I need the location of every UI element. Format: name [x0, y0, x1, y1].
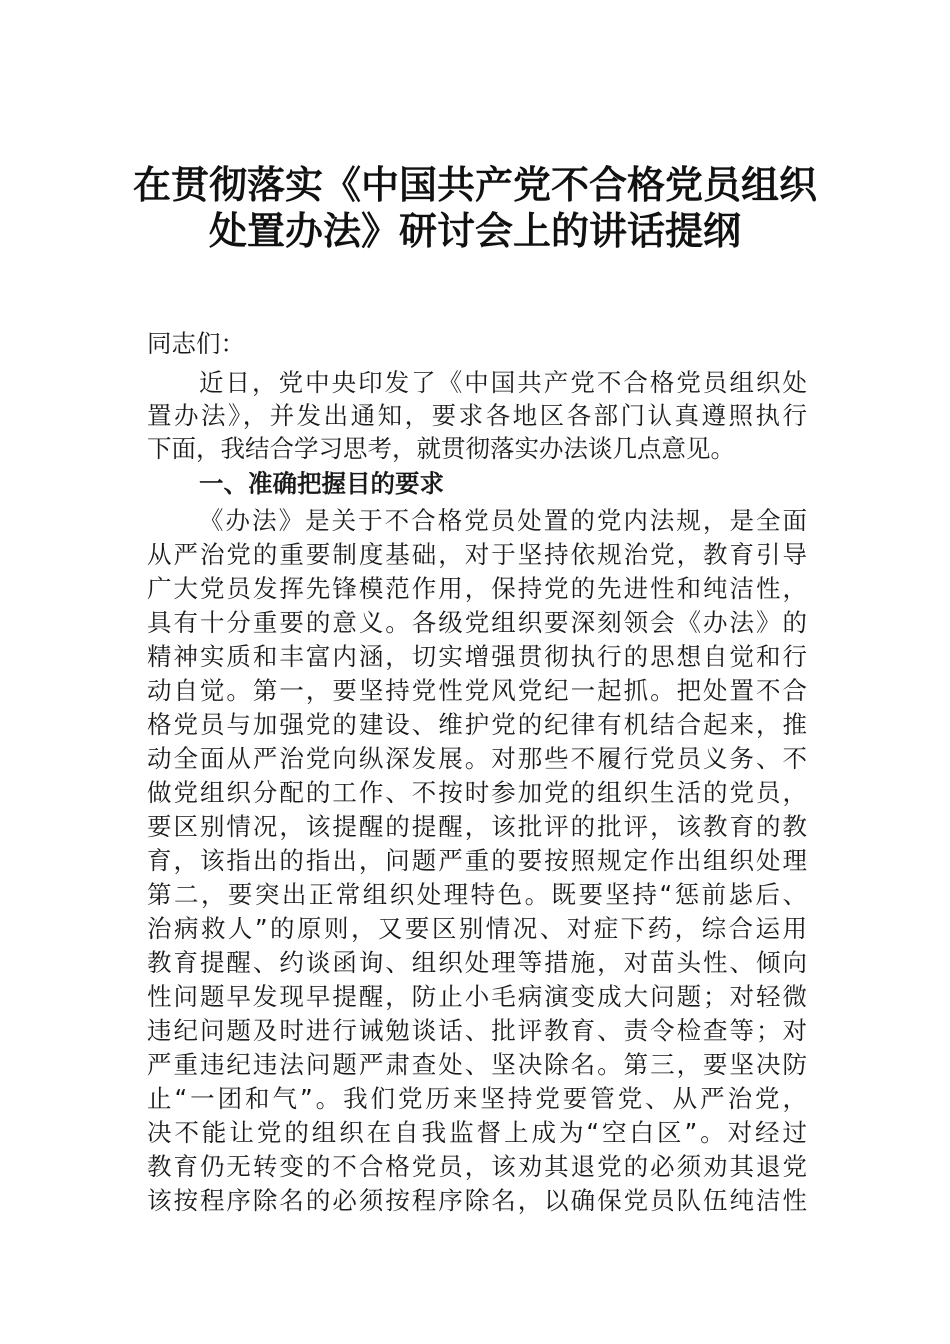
paragraph-line: 治病救人”的原则，又要区别情况、对症下药，综合运用	[147, 914, 807, 943]
paragraph-line: 做党组织分配的工作、不按时参加党的组织生活的党员，	[147, 778, 807, 807]
paragraph-line: 该按程序除名的必须按程序除名，以确保党员队伍纯洁性	[147, 1186, 807, 1215]
paragraph-line: 第二，要突出正常组织处理特色。既要坚持“惩前毖后、	[147, 880, 807, 909]
paragraph-line: 教育仍无转变的不合格党员，该劝其退党的必须劝其退党	[147, 1152, 807, 1181]
document-body	[147, 0, 807, 1344]
paragraph-line: 精神实质和丰富内涵，切实增强贯彻执行的思想自觉和行	[147, 642, 807, 671]
document-title-line-2: 处置办法》研讨会上的讲话提纲	[208, 208, 741, 253]
paragraph-line: 性问题早发现早提醒，防止小毛病演变成大问题；对轻微	[147, 982, 807, 1011]
paragraph-line: 严重违纪违法问题严肃查处、坚决除名。第三，要坚决防	[147, 1050, 807, 1079]
paragraph-line: 《办法》是关于不合格党员处置的党内法规，是全面	[199, 506, 807, 535]
paragraph-line: 广大党员发挥先锋模范作用，保持党的先进性和纯洁性，	[147, 574, 807, 603]
paragraph-line: 违纪问题及时进行诫勉谈话、批评教育、责令检查等；对	[147, 1016, 807, 1045]
intro-line: 下面，我结合学习思考，就贯彻落实办法谈几点意见。	[147, 434, 735, 463]
paragraph-line: 动自觉。第一，要坚持党性党风党纪一起抓。把处置不合	[147, 676, 807, 705]
paragraph-line: 教育提醒、约谈函询、组织处理等措施，对苗头性、倾向	[147, 948, 807, 977]
paragraph-line: 具有十分重要的意义。各级党组织要深刻领会《办法》的	[147, 608, 807, 637]
intro-line: 置办法》，并发出通知，要求各地区各部门认真遵照执行	[147, 401, 807, 430]
paragraph-line: 从严治党的重要制度基础，对于坚持依规治党，教育引导	[147, 540, 807, 569]
document-title-line-1: 在贯彻落实《中国共产党不合格党员组织	[132, 162, 817, 207]
intro-line: 近日，党中央印发了《中国共产党不合格党员组织处	[199, 368, 807, 397]
paragraph-line: 育，该指出的指出，问题严重的要按照规定作出组织处理	[147, 846, 807, 875]
paragraph-line: 决不能让党的组织在自我监督上成为“空白区”。对经过	[147, 1118, 807, 1147]
paragraph-line: 止“一团和气”。我们党历来坚持党要管党、从严治党，	[147, 1084, 807, 1113]
paragraph-line: 格党员与加强党的建设、维护党的纪律有机结合起来，推	[147, 710, 807, 739]
paragraph-line: 动全面从严治党向纵深发展。对那些不履行党员义务、不	[147, 744, 807, 773]
paragraph-line: 要区别情况，该提醒的提醒，该批评的批评，该教育的教	[147, 812, 807, 841]
salutation: 同志们：	[147, 329, 245, 358]
section-heading: 一、准确把握目的要求	[199, 469, 444, 498]
